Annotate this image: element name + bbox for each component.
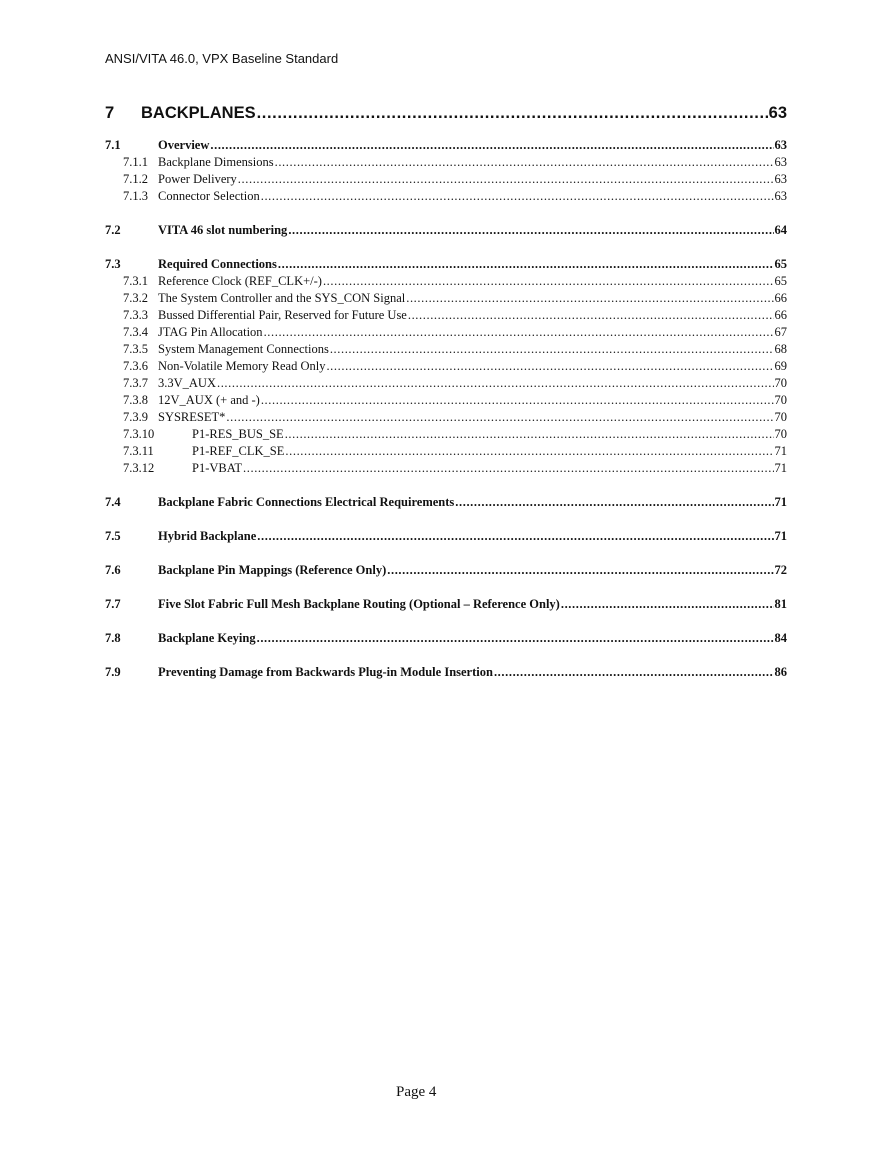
dot-leader: [288, 223, 773, 238]
toc-title: Backplane Keying: [158, 631, 256, 645]
dot-leader: [238, 172, 774, 187]
dot-leader: [285, 427, 774, 442]
toc-page: 71: [774, 444, 787, 458]
toc-number: 7.3.7: [123, 376, 148, 390]
toc-title: Five Slot Fabric Full Mesh Backplane Routing (Optional – Reference Only): [158, 597, 560, 611]
dot-leader: [408, 308, 774, 323]
toc-title: 12V_AUX (+ and -): [158, 393, 260, 407]
toc-page: 63: [774, 189, 787, 203]
toc-number: 7.8: [105, 631, 121, 645]
toc-number: 7: [105, 104, 115, 122]
toc-number: 7.3.10: [123, 427, 155, 441]
toc-title: Backplane Dimensions: [158, 155, 274, 169]
toc-section-7-3[interactable]: [105, 257, 787, 274]
dot-leader: [561, 597, 774, 612]
page-number-footer: Page 4: [396, 1084, 437, 1100]
toc-page: 70: [774, 376, 787, 390]
dot-leader: [226, 410, 773, 425]
running-header: ANSI/VITA 46.0, VPX Baseline Standard: [105, 51, 339, 66]
toc-title: System Management Connections: [158, 342, 329, 356]
toc-page: 69: [774, 359, 787, 373]
dot-leader: [406, 291, 773, 306]
toc-number: 7.7: [105, 597, 121, 611]
toc-subsection[interactable]: [105, 189, 787, 206]
toc-subsection[interactable]: [105, 461, 787, 478]
toc-title: Power Delivery: [158, 172, 237, 186]
toc-section-7-4[interactable]: [105, 495, 787, 512]
toc-title: Preventing Damage from Backwards Plug-in Module Insertion: [158, 665, 493, 679]
toc-number: 7.6: [105, 563, 121, 577]
toc-page: 70: [774, 427, 787, 441]
toc-number: 7.5: [105, 529, 121, 543]
toc-page: 84: [774, 631, 787, 645]
toc-subsection[interactable]: [105, 359, 787, 376]
table-of-contents: [105, 104, 787, 682]
toc-number: 7.3.4: [123, 325, 148, 339]
toc-title: Connector Selection: [158, 189, 260, 203]
toc-title: Non-Volatile Memory Read Only: [158, 359, 326, 373]
toc-title: SYSRESET*: [158, 410, 226, 424]
dot-leader: [261, 189, 774, 204]
toc-section-7-5[interactable]: [105, 529, 787, 546]
toc-number: 7.1.1: [123, 155, 148, 169]
toc-section-7-9[interactable]: [105, 665, 787, 682]
toc-title: Overview: [158, 138, 210, 152]
toc-page: 71: [774, 495, 787, 509]
toc-chapter-7[interactable]: [105, 104, 787, 126]
toc-subsection[interactable]: [105, 291, 787, 308]
toc-page: 71: [774, 461, 787, 475]
dot-leader: [243, 461, 773, 476]
toc-page: 71: [774, 529, 787, 543]
toc-number: 7.3.8: [123, 393, 148, 407]
dot-leader: [257, 631, 774, 646]
toc-number: 7.3.12: [123, 461, 155, 475]
toc-title: Bussed Differential Pair, Reserved for Future Use: [158, 308, 407, 322]
toc-subsection[interactable]: [105, 393, 787, 410]
toc-page: 65: [774, 257, 787, 271]
toc-page: 63: [768, 104, 787, 122]
toc-number: 7.3.11: [123, 444, 154, 458]
toc-section-7-1[interactable]: [105, 138, 787, 155]
dot-leader: [257, 104, 768, 123]
dot-leader: [257, 529, 773, 544]
dot-leader: [285, 444, 773, 459]
toc-page: 66: [774, 291, 787, 305]
toc-page: 81: [774, 597, 787, 611]
toc-title: Backplane Pin Mappings (Reference Only): [158, 563, 387, 577]
toc-page: 63: [774, 138, 787, 152]
toc-page: 63: [774, 172, 787, 186]
dot-leader: [387, 563, 773, 578]
toc-title: P1-RES_BUS_SE: [192, 427, 284, 441]
toc-page: 70: [774, 410, 787, 424]
toc-title: Required Connections: [158, 257, 277, 271]
toc-section-7-6[interactable]: [105, 563, 787, 580]
toc-title: 3.3V_AUX: [158, 376, 216, 390]
toc-page: 68: [774, 342, 787, 356]
toc-page: 65: [774, 274, 787, 288]
toc-number: 7.1.2: [123, 172, 148, 186]
dot-leader: [217, 376, 774, 391]
toc-section-7-8[interactable]: [105, 631, 787, 648]
toc-page: 63: [774, 155, 787, 169]
toc-title: BACKPLANES: [141, 104, 256, 122]
toc-title: P1-VBAT: [192, 461, 243, 475]
toc-title: Hybrid Backplane: [158, 529, 257, 543]
toc-subsection[interactable]: [105, 427, 787, 444]
toc-page: 86: [774, 665, 787, 679]
dot-leader: [210, 138, 773, 153]
toc-subsection[interactable]: [105, 308, 787, 325]
dot-leader: [261, 393, 774, 408]
toc-page: 64: [774, 223, 787, 237]
toc-title: Backplane Fabric Connections Electrical Requirements: [158, 495, 455, 509]
toc-subsection[interactable]: [105, 410, 787, 427]
toc-number: 7.9: [105, 665, 121, 679]
toc-page: 72: [774, 563, 787, 577]
dot-leader: [455, 495, 773, 510]
toc-number: 7.4: [105, 495, 121, 509]
dot-leader: [264, 325, 774, 340]
toc-number: 7.3.6: [123, 359, 148, 373]
dot-leader: [330, 342, 774, 357]
toc-title: P1-REF_CLK_SE: [192, 444, 285, 458]
toc-number: 7.3.1: [123, 274, 148, 288]
toc-title: The System Controller and the SYS_CON Signal: [158, 291, 406, 305]
toc-subsection[interactable]: [105, 172, 787, 189]
toc-subsection[interactable]: [105, 274, 787, 291]
toc-subsection[interactable]: [105, 342, 787, 359]
toc-title: VITA 46 slot numbering: [158, 223, 288, 237]
toc-number: 7.1: [105, 138, 121, 152]
dot-leader: [278, 257, 774, 272]
toc-section-7-2[interactable]: [105, 223, 787, 240]
toc-page: 67: [774, 325, 787, 339]
toc-page: 66: [774, 308, 787, 322]
toc-number: 7.3.3: [123, 308, 148, 322]
toc-number: 7.3.2: [123, 291, 148, 305]
toc-number: 7.1.3: [123, 189, 148, 203]
toc-subsection[interactable]: [105, 444, 787, 461]
toc-title: Reference Clock (REF_CLK+/-): [158, 274, 322, 288]
toc-number: 7.3.5: [123, 342, 148, 356]
toc-subsection[interactable]: [105, 376, 787, 393]
toc-subsection[interactable]: [105, 325, 787, 342]
toc-number: 7.3: [105, 257, 121, 271]
toc-section-7-7[interactable]: [105, 597, 787, 614]
dot-leader: [326, 359, 773, 374]
toc-number: 7.2: [105, 223, 121, 237]
toc-title: JTAG Pin Allocation: [158, 325, 263, 339]
toc-number: 7.3.9: [123, 410, 148, 424]
toc-subsection[interactable]: [105, 155, 787, 172]
dot-leader: [275, 155, 774, 170]
dot-leader: [323, 274, 774, 289]
dot-leader: [494, 665, 774, 680]
toc-page: 70: [774, 393, 787, 407]
